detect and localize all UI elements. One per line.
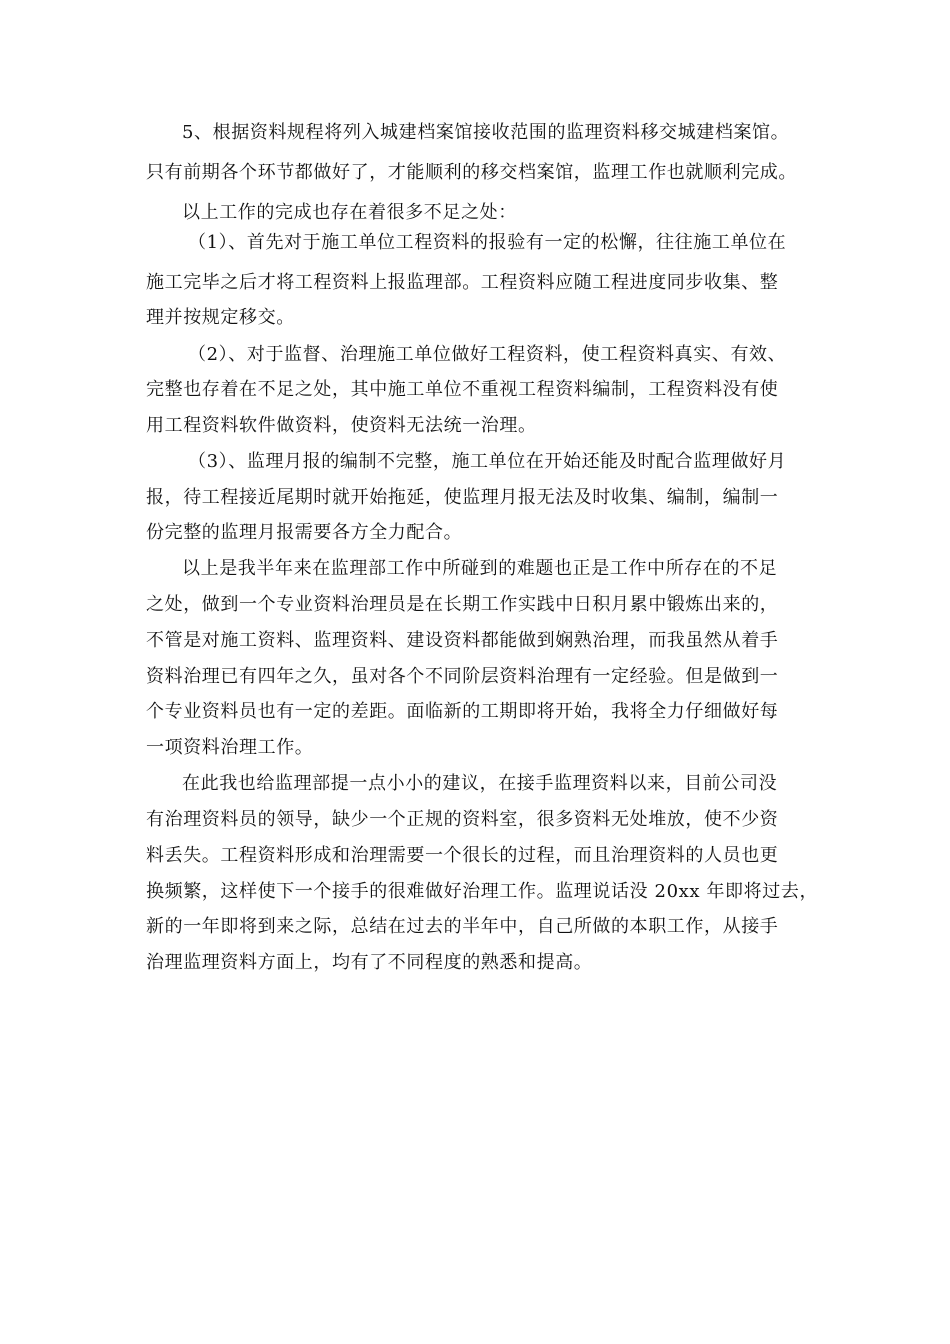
text-line: 有治理资料员的领导，缺少一个正规的资料室，很多资料无处堆放，使不少资 [146, 809, 779, 830]
text-line: 以上工作的完成也存在着很多不足之处： [182, 202, 517, 223]
text-line: 以上是我半年来在监理部工作中所碰到的难题也正是工作中所存在的不足 [182, 558, 778, 579]
text-line: （1）、首先对于施工单位工程资料的报验有一定的松懈，往往施工单位在 [188, 232, 787, 253]
text-line: 用工程资料软件做资料，使资料无法统一治理。 [146, 415, 537, 436]
text-line: 只有前期各个环节都做好了，才能顺利的移交档案馆，监理工作也就顺利完成。 [146, 162, 797, 183]
text-line: 不管是对施工资料、监理资料、建设资料都能做到娴熟治理，而我虽然从着手 [146, 630, 779, 651]
text-line: 报，待工程接近尾期时就开始拖延，使监理月报无法及时收集、编制，编制一 [146, 487, 779, 508]
text-line: 料丢失。工程资料形成和治理需要一个很长的过程，而且治理资料的人员也更 [146, 845, 779, 866]
text-line: 一项资料治理工作。 [146, 737, 314, 758]
text-line: 在此我也给监理部提一点小小的建议，在接手监理资料以来，目前公司没 [182, 773, 778, 794]
text-line: 份完整的监理月报需要各方全力配合。 [146, 522, 463, 543]
text-line: 理并按规定移交。 [146, 307, 295, 328]
text-line: 完整也存着在不足之处，其中施工单位不重视工程资料编制，工程资料没有使 [146, 379, 779, 400]
text-line: 新的一年即将到来之际，总结在过去的半年中，自己所做的本职工作，从接手 [146, 916, 779, 937]
text-line: 资料治理已有四年之久，虽对各个不同阶层资料治理有一定经验。但是做到一 [146, 666, 779, 687]
text-line: 个专业资料员也有一定的差距。面临新的工期即将开始，我将全力仔细做好每 [146, 701, 779, 722]
text-line: 治理监理资料方面上，均有了不同程度的熟悉和提高。 [146, 952, 593, 973]
text-line: 5、根据资料规程将列入城建档案馆接收范围的监理资料移交城建档案馆。 [182, 122, 790, 143]
text-line: （2）、对于监督、治理施工单位做好工程资料，使工程资料真实、有效、 [188, 344, 787, 365]
text-line: 施工完毕之后才将工程资料上报监理部。工程资料应随工程进度同步收集、整 [146, 272, 779, 293]
text-line: （3）、监理月报的编制不完整，施工单位在开始还能及时配合监理做好月 [188, 451, 787, 472]
text-line: 之处，做到一个专业资料治理员是在长期工作实践中日积月累中锻炼出来的， [146, 594, 779, 615]
text-line: 换频繁，这样使下一个接手的很难做好治理工作。监理说话没 20xx 年即将过去， [146, 881, 819, 902]
